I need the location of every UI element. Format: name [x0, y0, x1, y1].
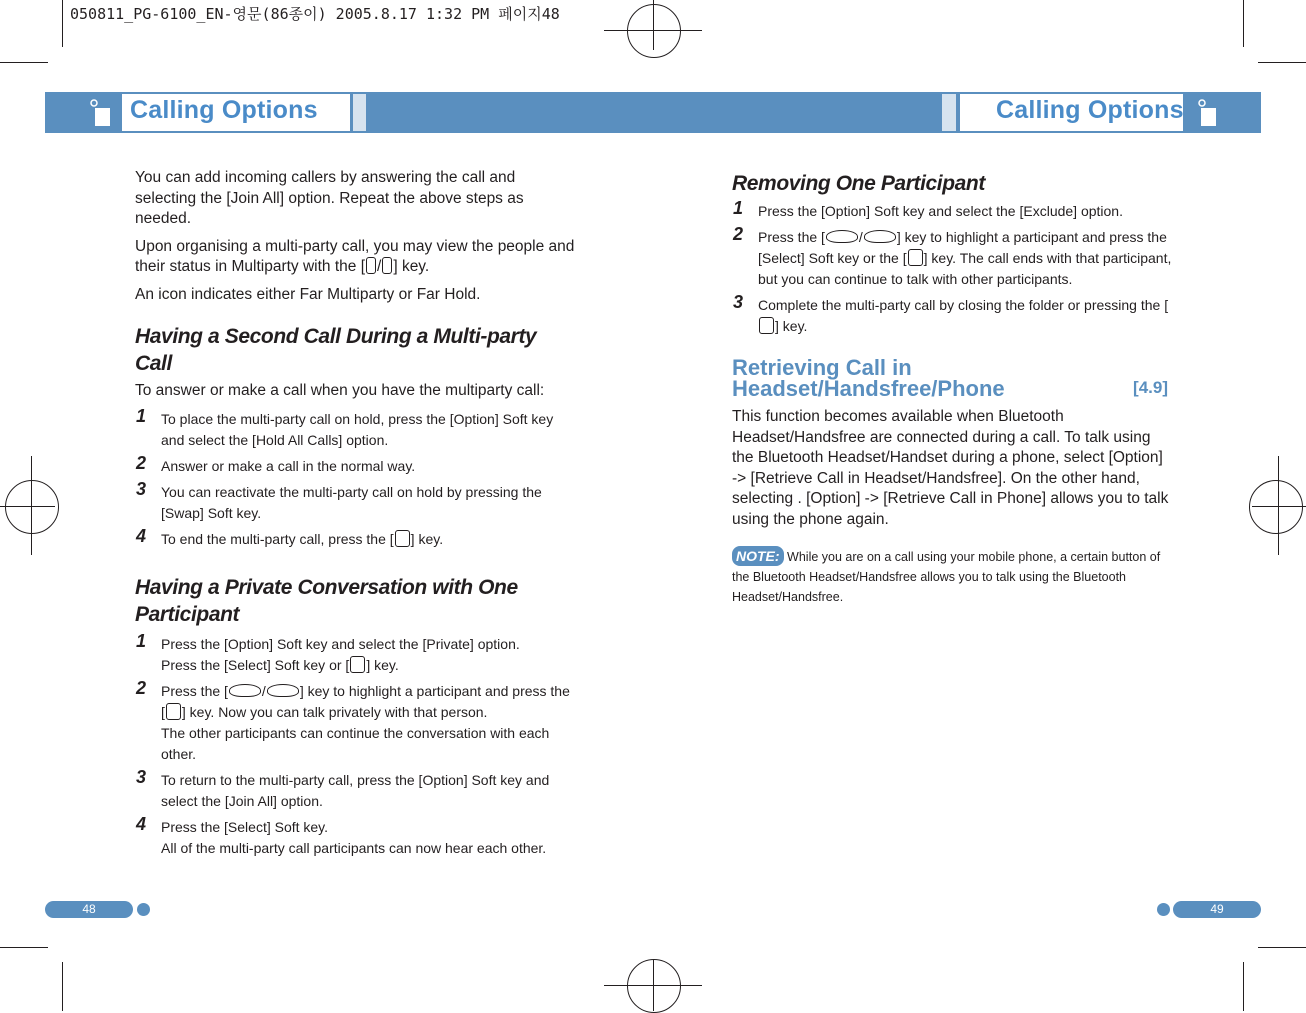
registration-mark	[1249, 480, 1303, 534]
step-item: 4 Press the [Select] Soft key. All of the multi-party call participants can now hear each other.	[136, 813, 547, 856]
phone-tab-icon	[90, 99, 112, 127]
step-item: 2 Press the [ / ] key to highlight a participant and press the [ ] key. Now you can talk privately with that person. The other participants can continue the conversation with each other.	[136, 677, 570, 762]
note-block: NOTE: While you are on a call using your mobile phone, a certain button of the Bluetooth Headset/Handsfree allows you to talk using the Bluetooth Headset/Handsfree.	[732, 548, 1161, 604]
retrieve-heading: Retrieving Call in Headset/Handsfree/Phone [4.9]	[732, 355, 1168, 401]
page-dot	[137, 903, 150, 916]
ok-key-icon	[908, 249, 923, 266]
left-title-strip	[353, 94, 366, 131]
registration-mark	[627, 4, 681, 58]
crop-mark	[1243, 962, 1244, 1011]
registration-mark	[5, 480, 59, 534]
section-heading: Removing One Participant	[732, 172, 985, 195]
ok-key-icon	[350, 656, 365, 673]
page-title: Calling Options	[130, 96, 318, 124]
left-column	[135, 168, 575, 864]
page-title: Calling Options	[996, 96, 1184, 124]
section-heading: Having a Second Call During a Multi-party Call	[135, 325, 537, 375]
print-slug: 050811_PG-6100_EN-영문(86종이) 2005.8.17 1:32 PM 페이지48	[70, 5, 560, 23]
section-heading: Having a Private Conversation with One Participant	[135, 575, 518, 626]
crop-mark	[62, 962, 63, 1011]
page-number: 48	[45, 901, 133, 918]
crop-mark	[0, 62, 48, 63]
ok-key-icon	[166, 703, 181, 720]
registration-cross	[1252, 506, 1306, 507]
step-item: 1 To place the multi-party call on hold, press the [Option] Soft key and select the [Hold All Calls] option.	[136, 405, 554, 448]
registration-cross	[653, 0, 654, 50]
side-key-icon	[382, 257, 392, 274]
end-key-icon	[759, 317, 774, 334]
down-key-icon	[864, 230, 896, 243]
section-lead: To answer or make a call when you have the multiparty call:	[135, 382, 545, 399]
intro-paragraph: Upon organising a multi-party call, you may view the people and their status in Multiparty with the [ / ] key.	[135, 237, 575, 275]
right-column	[732, 170, 1172, 607]
step-item: 2 Press the [ / ] key to highlight a participant and press the [Select] Soft key or the [ ] key. The call ends with that participant, but you can continue to talk with other participants.	[733, 224, 1172, 287]
step-item: 3 Complete the multi-party call by closing the folder or pressing the [] key.	[733, 292, 1169, 334]
note-label: NOTE:	[732, 546, 784, 566]
registration-mark	[627, 959, 681, 1013]
crop-mark	[1258, 62, 1306, 63]
step-item: 2 Answer or make a call in the normal way.	[136, 452, 416, 474]
registration-cross	[653, 960, 654, 1011]
crop-mark	[62, 0, 63, 47]
side-key-icon	[366, 257, 376, 274]
step-item: 4 To end the multi-party call, press the [ ] key.	[136, 525, 444, 547]
crop-mark	[1243, 0, 1244, 47]
up-key-icon	[229, 684, 261, 697]
up-key-icon	[826, 230, 858, 243]
crop-mark	[1258, 947, 1306, 948]
right-title-strip	[942, 94, 956, 131]
step-item: 1 Press the [Option] Soft key and select the [Exclude] option.	[733, 198, 1123, 219]
intro-paragraph: An icon indicates either Far Multiparty or Far Hold.	[135, 285, 481, 303]
registration-cross	[1278, 456, 1279, 555]
step-item: 1 Press the [Option] Soft key and select the [Private] option. Press the [Select] Soft key or [ ] key.	[136, 630, 520, 673]
step-item: 3 You can reactivate the multi-party call on hold by pressing the [Swap] Soft key.	[136, 478, 542, 521]
retrieve-body: This function becomes available when Bluetooth Headset/Handsfree are connected during a call. To talk using the Bluetooth Headset/Handset during a phone, select [Option] -> [Retrieve Call in Headset/Handsfree]. On the other hand, selecting . [Option] -> [Retrieve Call in Phone] allows you to talk using the phone again.	[732, 408, 1169, 528]
menu-number: [4.9]	[1133, 378, 1168, 397]
registration-cross	[31, 456, 32, 555]
crop-mark	[0, 947, 48, 948]
page-number: 49	[1173, 901, 1261, 918]
end-key-icon	[395, 530, 410, 547]
page-dot	[1157, 903, 1170, 916]
registration-cross	[0, 506, 55, 507]
down-key-icon	[267, 684, 299, 697]
intro-paragraph: You can add incoming callers by answering the call and selecting the [Join All] option. Repeat the above steps as needed.	[135, 169, 524, 227]
phone-tab-icon	[1197, 99, 1219, 127]
step-item: 3 To return to the multi-party call, press the [Option] Soft key and select the [Join All] option.	[136, 766, 550, 809]
